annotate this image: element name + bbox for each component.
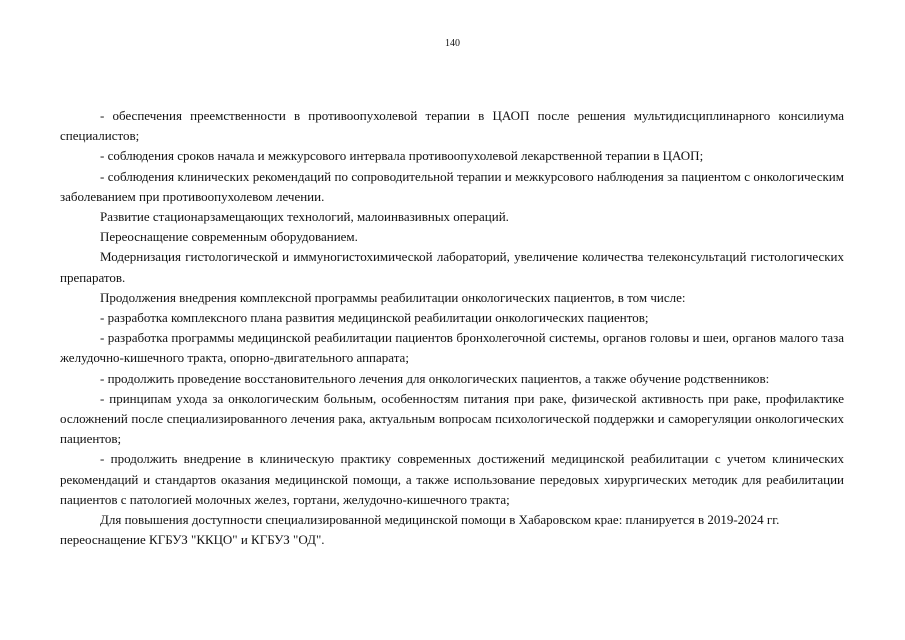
- paragraph-inpatient-replacing-tech: Развитие стационарзамещающих технологий, малоинвазивных операций.: [100, 209, 509, 225]
- page-number: 140: [445, 38, 460, 49]
- document-body: [60, 106, 844, 550]
- paragraph-continuity-therapy: - обеспечения преемственности в противоопухолевой терапии в ЦАОП после решения мультидисциплинарного консилиума специалистов;: [60, 108, 844, 144]
- paragraph-re-equipment: Переоснащение современным оборудованием.: [100, 229, 358, 245]
- paragraph-clinical-recommendations: - соблюдения клинических рекомендаций по сопроводительной терапии и межкурсового наблюдения за пациентом с онкологическим заболеванием при противоопухолевом лечении.: [60, 168, 844, 204]
- paragraph-rehab-program-development: - разработка программы медицинской реабилитации пациентов бронхолегочной системы, органов головы и шеи, органов малого таза желудочно-кишечного тракта, опорно-двигательного аппарата;: [60, 330, 844, 366]
- paragraph-restorative-treatment: - продолжить проведение восстановительного лечения для онкологических пациентов, а также обучение родственников:: [100, 370, 770, 386]
- paragraph-lab-modernization: Модернизация гистологической и иммуногистохимической лабораторий, увеличение количества телеконсультаций гистологических препаратов.: [60, 249, 844, 285]
- paragraph-clinical-practice: - продолжить внедрение в клиническую практику современных достижений медицинской реабилитации с учетом клинических рекомендаций и стандартов оказания медицинской помощи, а также использование передовых хирургических методик для реабилитации пациентов с патологией молочных желез, гортани, желудочно-кишечного тракта;: [60, 451, 844, 507]
- paragraph-rehab-program: Продолжения внедрения комплексной программы реабилитации онкологических пациентов, в том числе:: [100, 289, 686, 305]
- paragraph-timing-therapy: - соблюдения сроков начала и межкурсового интервала противоопухолевой лекарственной терапии в ЦАОП;: [100, 148, 704, 164]
- paragraph-accessibility: Для повышения доступности специализированной медицинской помощи в Хабаровском крае: планируется в 2019-2024 гг. переоснащение КГБУЗ "ККЦО" и КГБУЗ "ОД".: [60, 512, 780, 548]
- paragraph-rehab-plan: - разработка комплексного плана развития медицинской реабилитации онкологических пациентов;: [100, 310, 649, 326]
- paragraph-care-principles: - принципам ухода за онкологическим больным, особенностям питания при раке, физической активность при раке, профилактике осложнений после специализированного лечения рака, актуальным вопросам психологической поддержки и саморегуляции онкологических пациентов;: [60, 390, 844, 447]
